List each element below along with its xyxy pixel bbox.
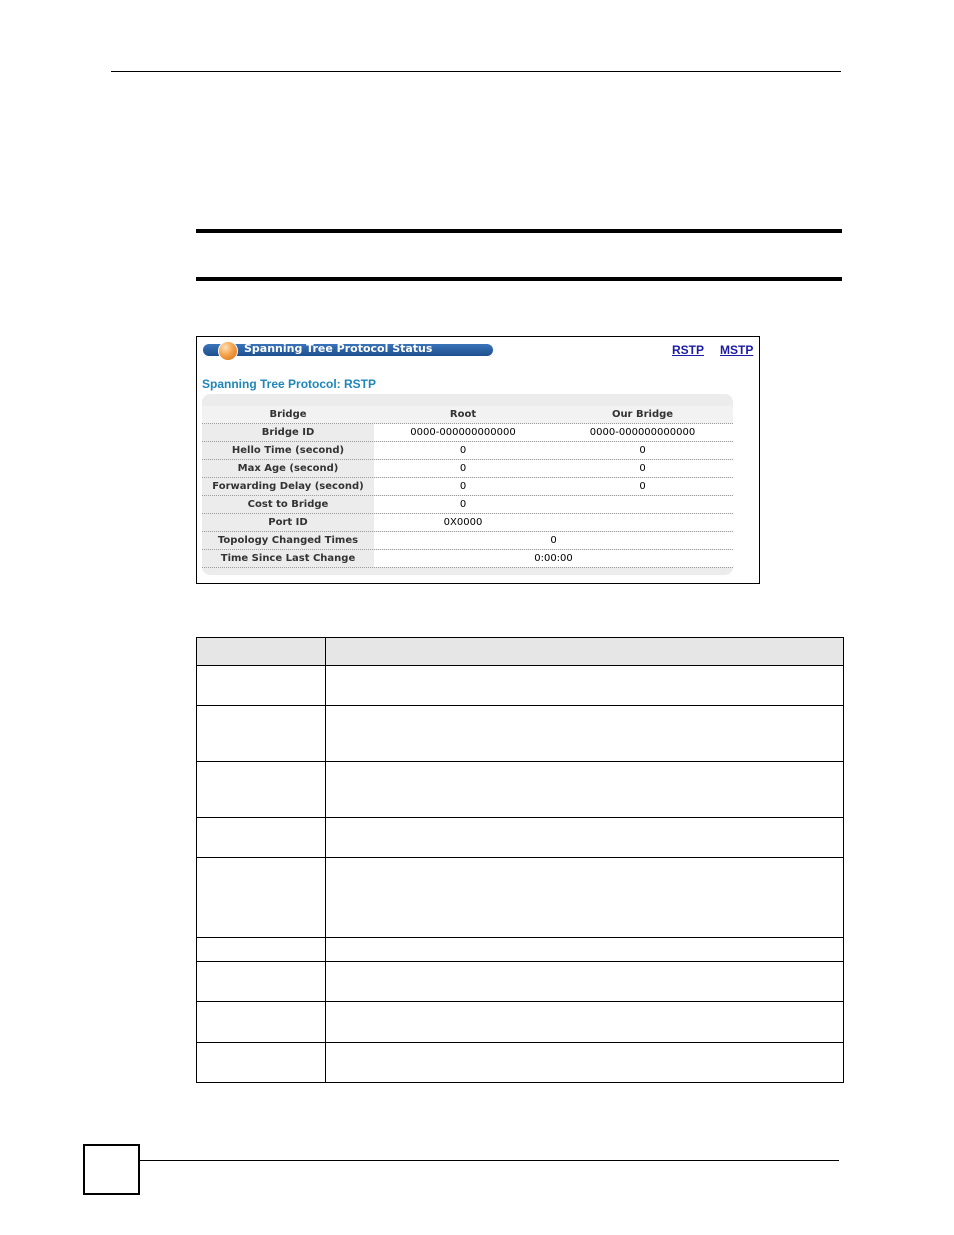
table-row	[197, 666, 844, 706]
root-value: 0000-000000000000	[410, 427, 516, 438]
our-bridge-value: 0	[639, 445, 646, 456]
header-cell-description	[326, 638, 844, 666]
root-value: 0	[459, 445, 467, 456]
orb-icon	[218, 341, 238, 361]
table-row	[202, 424, 733, 442]
row-label: Forwarding Delay (second)	[212, 481, 364, 492]
footer-rule	[140, 1160, 839, 1161]
table-row	[202, 532, 733, 550]
table-row	[197, 858, 844, 938]
root-value: 0	[459, 463, 467, 474]
rstp-link[interactable]: RSTP	[672, 343, 705, 357]
table-row	[197, 762, 844, 818]
span-value: 0	[550, 535, 557, 546]
panel-title-bar	[203, 344, 493, 356]
header-cell-label	[197, 638, 326, 666]
table-row	[197, 938, 844, 962]
description-table-header	[197, 638, 844, 666]
table-row	[197, 818, 844, 858]
page-number-box	[83, 1144, 140, 1195]
row-label: Max Age (second)	[237, 463, 339, 474]
mstp-link[interactable]: MSTP	[720, 343, 754, 357]
table-row	[197, 1002, 844, 1043]
table-row	[202, 514, 733, 532]
our-bridge-value: 0	[639, 481, 646, 492]
our-bridge-value	[552, 514, 733, 531]
our-bridge-value: 0	[639, 463, 646, 474]
field-description-table	[196, 637, 844, 1083]
row-label: Topology Changed Times	[217, 535, 359, 546]
our-bridge-value: 0000-000000000000	[589, 427, 696, 438]
header-bridge: Bridge	[269, 409, 307, 420]
table-row	[202, 550, 733, 568]
our-bridge-value	[552, 496, 733, 513]
status-table-header	[202, 406, 733, 424]
header-our-bridge: Our Bridge	[611, 409, 674, 420]
table-row	[202, 460, 733, 478]
note-rule-top	[196, 229, 842, 233]
table-row	[202, 442, 733, 460]
protocol-heading: Spanning Tree Protocol: RSTP	[202, 377, 377, 391]
note-rule-bottom	[196, 277, 842, 281]
table-row	[197, 706, 844, 762]
root-value: 0X0000	[443, 517, 483, 528]
status-table	[202, 406, 733, 568]
header-rule	[111, 71, 841, 72]
panel-title: Spanning Tree Protocol Status	[244, 342, 433, 355]
row-label: Cost to Bridge	[247, 499, 329, 510]
stp-status-screenshot	[196, 336, 760, 584]
table-row	[197, 962, 844, 1002]
row-label: Port ID	[268, 517, 308, 528]
span-value: 0:00:00	[534, 553, 573, 564]
header-root: Root	[449, 409, 477, 420]
table-row	[202, 478, 733, 496]
root-value: 0	[459, 481, 467, 492]
root-value: 0	[459, 499, 467, 510]
row-label: Time Since Last Change	[220, 553, 356, 564]
row-label: Hello Time (second)	[231, 445, 345, 456]
table-row	[202, 496, 733, 514]
status-table-frame	[202, 394, 733, 575]
table-row	[197, 1043, 844, 1083]
row-label: Bridge ID	[261, 427, 315, 438]
